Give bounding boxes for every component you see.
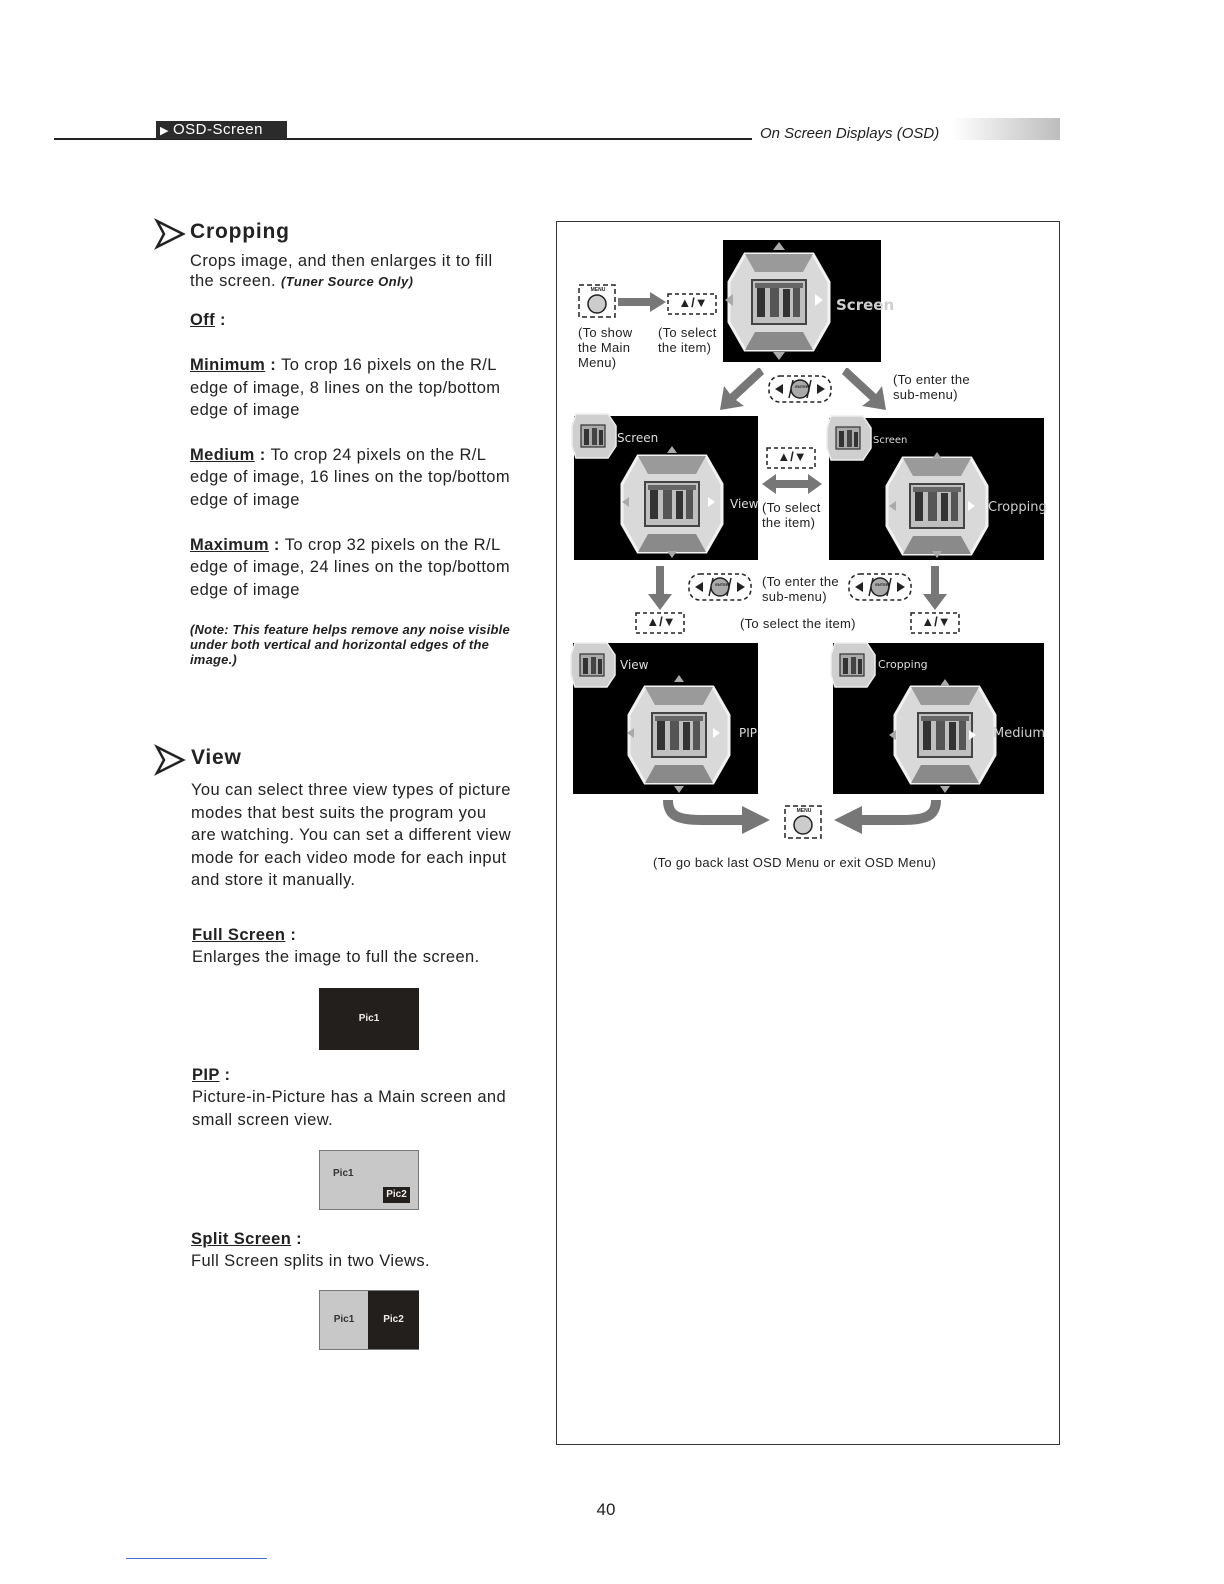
to-enter-1: (To enter the (893, 372, 970, 387)
full-screen-illustration (319, 988, 419, 1050)
split-screen-desc: Full Screen splits in two Views. (191, 1252, 430, 1270)
view-desc-3: are watching. You can set a different view (191, 826, 512, 844)
split-screen-illustration (319, 1290, 419, 1350)
minimum-label: Minimum (190, 356, 266, 374)
go-back-caption: (To go back last OSD Menu or exit OSD Menu) (653, 855, 937, 870)
to-show-1: (To show (578, 325, 633, 340)
option-off: Off : (190, 311, 226, 329)
arrow-left-right-icon (762, 474, 822, 494)
enter-key-label: ENTER (715, 582, 729, 587)
play-icon: ▶ (160, 125, 169, 137)
updown-key-label: ▲/▼ (678, 295, 708, 310)
full-screen-desc: Enlarges the image to full the screen. (192, 948, 480, 966)
osd-b-item: Cropping (988, 500, 1047, 515)
select-item-center: (To select the item) (740, 616, 856, 631)
cube-graphic (833, 643, 1044, 794)
footer-rule (126, 1558, 267, 1559)
arrow-curve-right-icon (662, 800, 774, 840)
pip-line-2: small screen view. (192, 1111, 334, 1129)
menu-key-label: MENU (590, 287, 606, 293)
note-line-3: image.) (190, 652, 237, 667)
maximum-line-1: To crop 32 pixels on the R/L (284, 536, 501, 554)
medium-line-3: edge of image (190, 491, 300, 509)
updown-key-label: ▲/▼ (646, 614, 676, 629)
section-tag-label: OSD-Screen (172, 121, 263, 138)
view-desc-4: mode for each video mode for each input (191, 849, 507, 867)
cube-graphic (573, 643, 758, 794)
pip-line-1: Picture-in-Picture has a Main screen and (192, 1088, 507, 1106)
menu-key-label: MENU (796, 808, 812, 814)
osd-top-label: Screen (836, 296, 895, 314)
pic1-label: Pic1 (358, 1013, 380, 1024)
section-arrow-icon (155, 219, 185, 249)
note-line-1: (Note: This feature helps remove any noise visible (190, 622, 510, 637)
pic2-label: Pic2 (383, 1314, 404, 1325)
option-medium: Medium : To crop 24 pixels on the R/L (190, 446, 487, 464)
enter-button-icon (768, 374, 834, 404)
enter-key-label: ENTER (875, 582, 889, 587)
cube-graphic (829, 418, 1044, 560)
pic2-label: Pic2 (383, 1187, 410, 1203)
to-enter-2: sub-menu) (893, 387, 958, 402)
arrow-down-icon (648, 566, 672, 610)
split-screen-label: Split Screen (191, 1230, 292, 1248)
osd-a-item: View (730, 497, 759, 511)
minimum-line-1: To crop 16 pixels on the R/L (281, 356, 497, 374)
cube-graphic (574, 416, 758, 560)
arrow-down-left-icon (720, 368, 764, 410)
cropping-desc-2-text: the screen. (190, 272, 277, 290)
mid-enter-1: (To enter the (762, 574, 839, 589)
option-minimum: Minimum : To crop 16 pixels on the R/L (190, 356, 497, 374)
to-show-3: Menu) (578, 355, 617, 370)
osd-a-title: Screen (617, 431, 659, 445)
minimum-line-3: edge of image (190, 401, 300, 419)
cropping-title: Cropping (190, 220, 290, 243)
full-screen-heading: Full Screen : (192, 926, 297, 944)
updown-key-label: ▲/▼ (921, 614, 951, 629)
section-tag (156, 121, 287, 139)
option-maximum: Maximum : To crop 32 pixels on the R/L (190, 536, 501, 554)
pip-heading: PIP : (192, 1066, 231, 1084)
osd-d-title: Cropping (878, 658, 928, 671)
arrow-curve-left-icon (830, 800, 942, 840)
mid-enter-2: sub-menu) (762, 589, 827, 604)
pip-label: PIP (192, 1066, 220, 1084)
updown-key-label: ▲/▼ (777, 449, 807, 464)
tuner-source-note: (Tuner Source Only) (281, 274, 414, 289)
to-show-2: the Main (578, 340, 631, 355)
medium-label: Medium (190, 446, 255, 464)
maximum-label: Maximum (190, 536, 269, 554)
osd-d-item: Medium (993, 726, 1045, 741)
osd-c-title: View (620, 658, 649, 672)
off-label: Off (190, 311, 216, 329)
osd-screen-c (573, 643, 758, 794)
view-title: View (191, 746, 242, 769)
maximum-line-3: edge of image (190, 581, 300, 599)
osd-screen-d (833, 643, 1044, 794)
to-select-2: the item) (658, 340, 712, 355)
arrow-down-icon (923, 566, 947, 610)
enter-button-icon (688, 572, 754, 602)
view-desc-1: You can select three view types of picture (191, 781, 511, 799)
osd-c-item: PIP (739, 726, 758, 740)
view-desc-2: modes that best suits the program you (191, 804, 487, 822)
header-title: On Screen Displays (OSD) (760, 125, 940, 142)
mid-select-1: (To select (762, 500, 821, 515)
pic1-label: Pic1 (333, 1168, 354, 1179)
pic1-label: Pic1 (333, 1314, 355, 1325)
osd-screen-b (829, 418, 1047, 560)
osd-b-title: Screen (873, 435, 908, 446)
pip-illustration (319, 1150, 419, 1210)
cropping-desc-1: Crops image, and then enlarges it to fill (190, 252, 493, 270)
osd-screen-a (574, 416, 758, 560)
medium-line-2: edge of image, 16 lines on the top/bottom (190, 468, 511, 486)
mid-select-2: the item) (762, 515, 816, 530)
osd-screen-main (723, 240, 895, 362)
page-number: 40 (596, 1500, 616, 1519)
section-arrow-icon (155, 745, 185, 775)
to-select-1: (To select (658, 325, 717, 340)
arrow-down-right-icon (842, 368, 886, 410)
minimum-line-2: edge of image, 8 lines on the top/bottom (190, 379, 501, 397)
full-screen-label: Full Screen (192, 926, 286, 944)
note-line-2: under both vertical and horizontal edges of the (190, 637, 490, 652)
maximum-line-2: edge of image, 24 lines on the top/bottom (190, 558, 511, 576)
view-desc-5: and store it manually. (191, 871, 356, 889)
enter-button-icon (848, 572, 914, 602)
cropping-desc-2 (190, 270, 413, 294)
medium-line-1: To crop 24 pixels on the R/L (270, 446, 487, 464)
arrow-right-icon (618, 292, 666, 312)
split-screen-heading: Split Screen : (191, 1230, 303, 1248)
enter-key-label: ENTER (795, 384, 809, 389)
header-gradient (952, 118, 1060, 140)
